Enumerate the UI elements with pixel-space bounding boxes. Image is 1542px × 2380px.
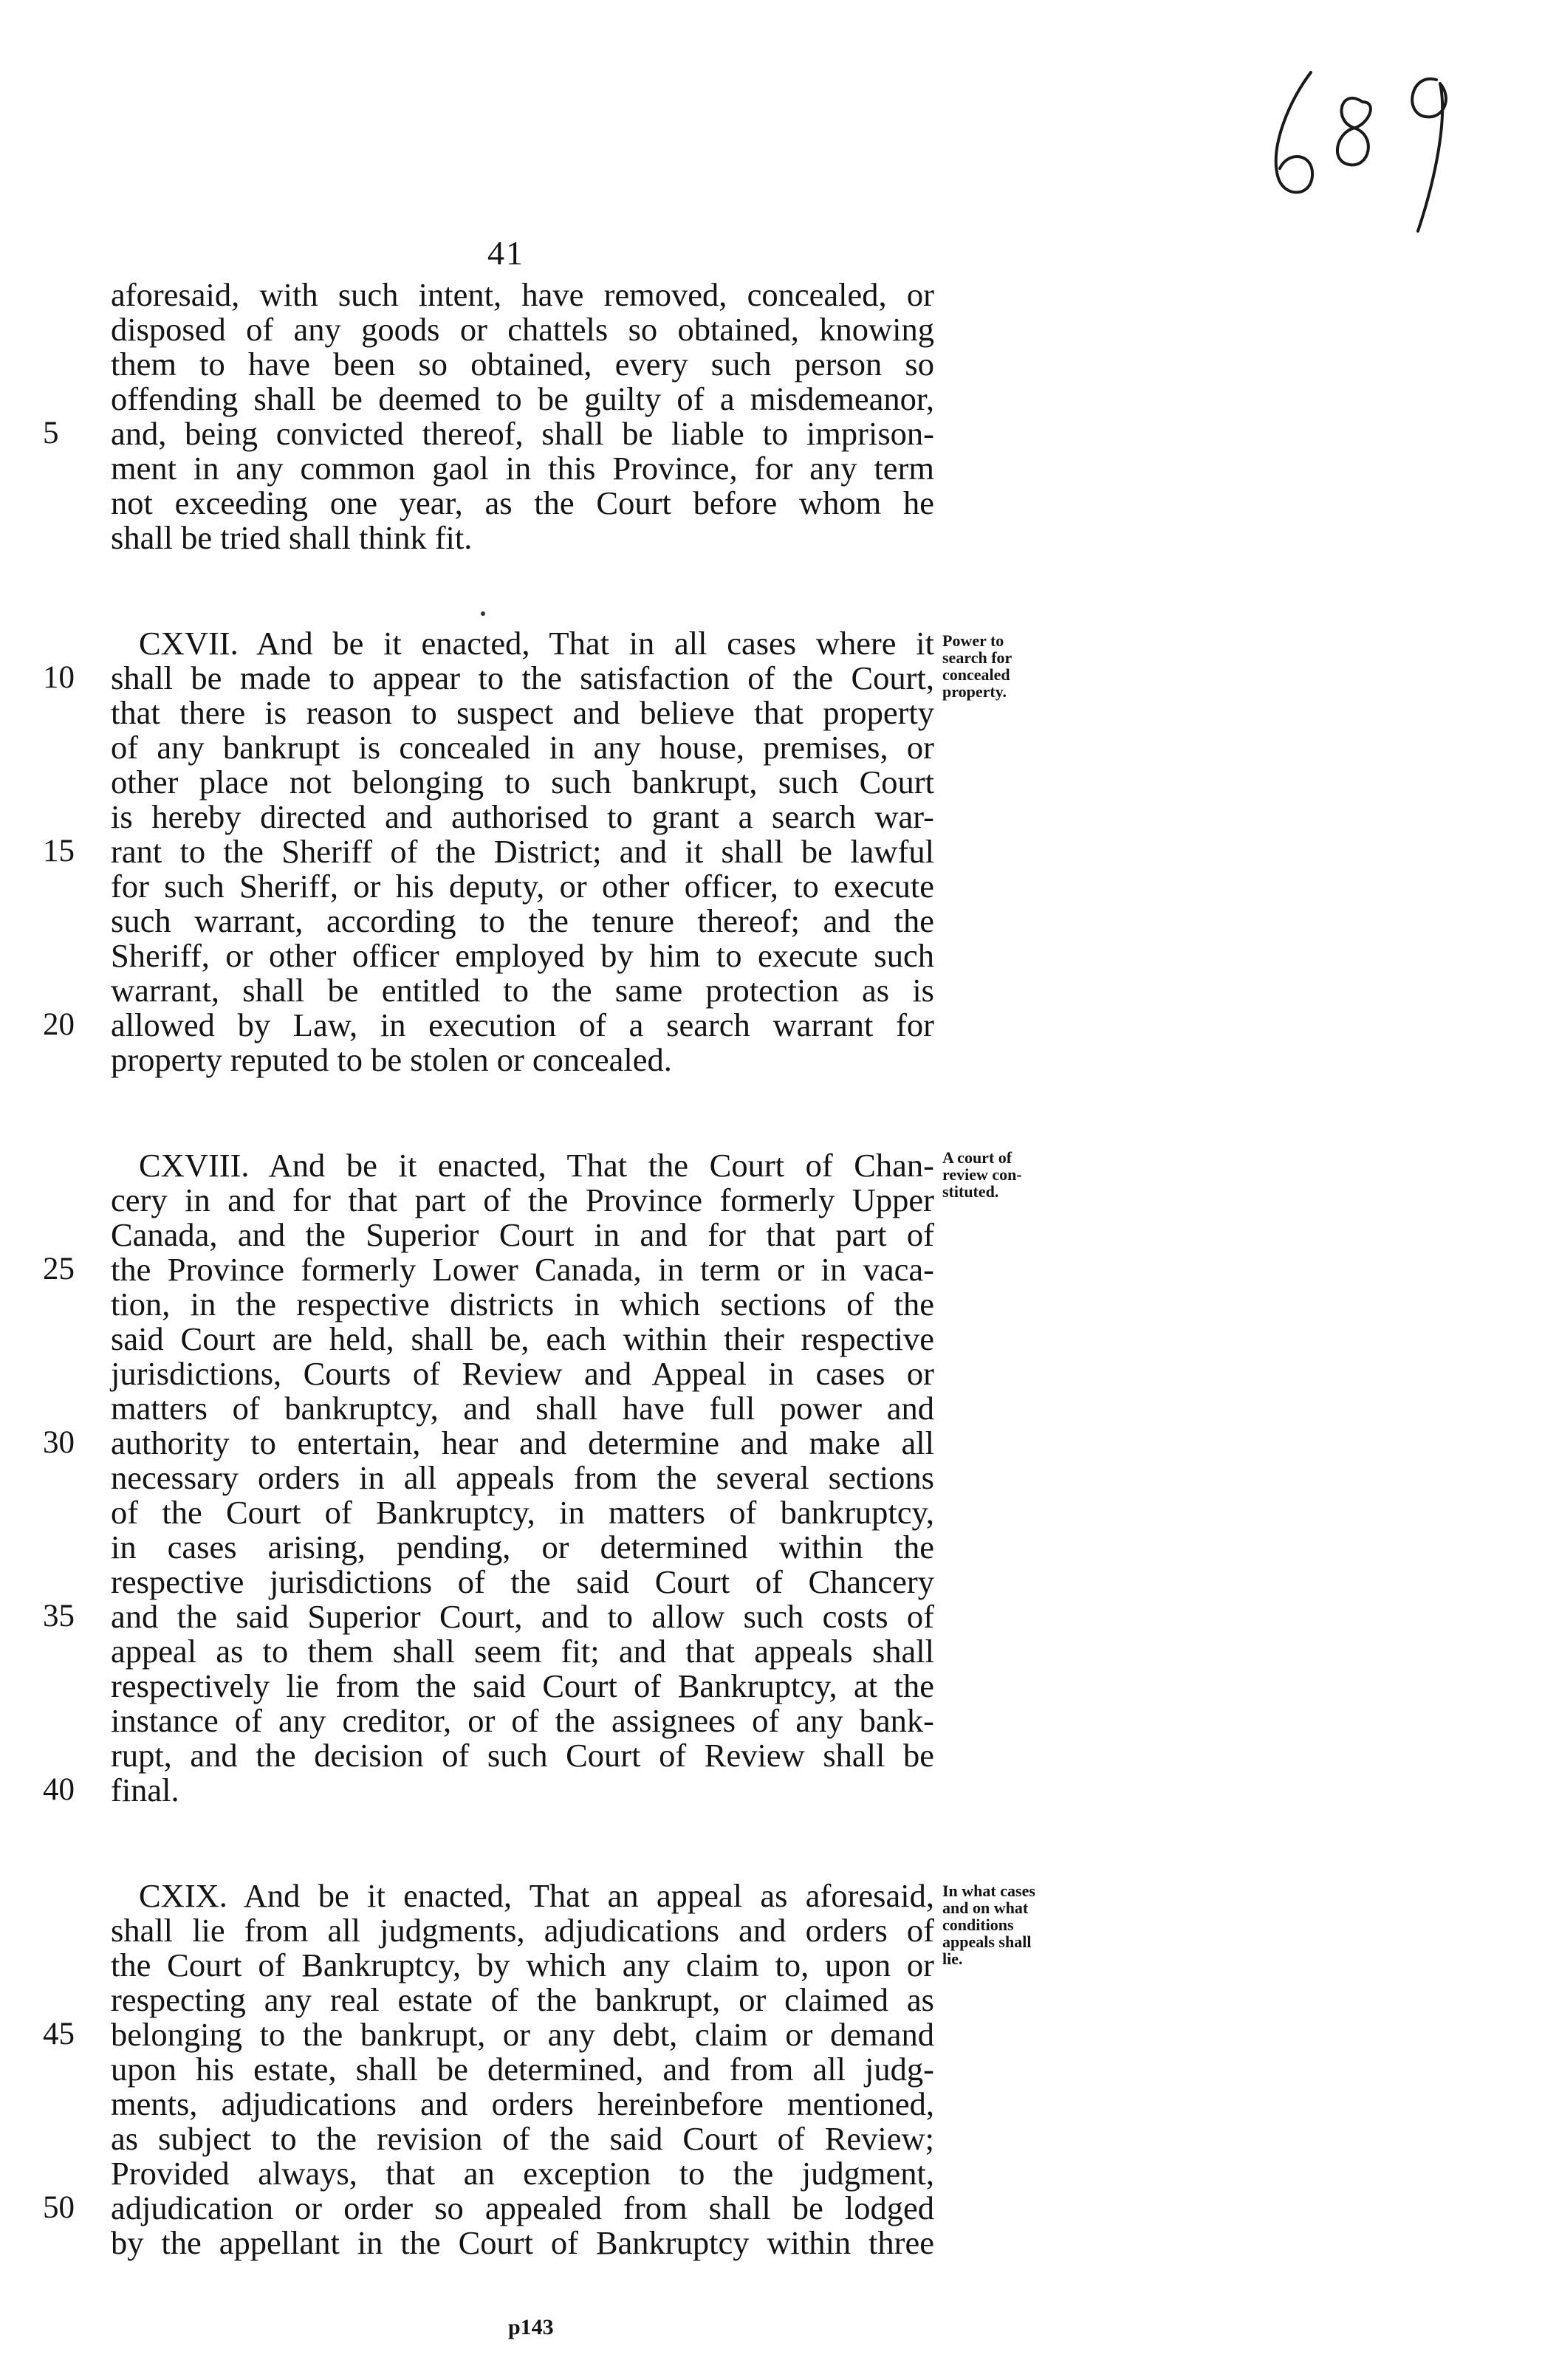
text-line: Provided always, that an exception to the judgment, xyxy=(111,2155,934,2192)
text-line: respectively lie from the said Court of Bankruptcy, at the xyxy=(111,1667,934,1704)
text-line: and, being convicted thereof, shall be liable to imprison- xyxy=(111,415,934,452)
text-line: CXVIII. And be it enacted, That the Court of Chan- xyxy=(139,1147,934,1184)
margin-note-line: review con- xyxy=(942,1165,1022,1184)
text-line: respective jurisdictions of the said Court of Chancery xyxy=(111,1563,934,1600)
page-number: 41 xyxy=(487,234,524,272)
margin-note-line: conditions xyxy=(942,1916,1014,1934)
margin-note-line: stituted. xyxy=(942,1182,999,1201)
decorative-dot xyxy=(481,611,485,616)
margin-note-line: A court of xyxy=(942,1148,1012,1167)
text-line: ments, adjudications and orders hereinbefore mentioned, xyxy=(111,2085,934,2122)
text-line: other place not belonging to such bankrupt, such Court xyxy=(111,764,934,800)
margin-note-line: lie. xyxy=(942,1949,963,1968)
text-line: of the Court of Bankruptcy, in matters of bankruptcy, xyxy=(111,1494,934,1531)
text-line: necessary orders in all appeals from the several sections xyxy=(111,1459,934,1496)
text-line: jurisdictions, Courts of Review and Appeal in cases or xyxy=(111,1355,934,1392)
signature-mark: p143 xyxy=(508,2315,554,2339)
line-number: 25 xyxy=(43,1252,75,1286)
text-line: rant to the Sheriff of the District; and it shall be lawful xyxy=(111,833,934,870)
line-number: 50 xyxy=(43,2190,75,2225)
line-number: 40 xyxy=(43,1772,75,1807)
margin-note-line: concealed xyxy=(942,665,1010,684)
line-number: 45 xyxy=(43,2017,75,2051)
margin-note-line: and on what xyxy=(942,1899,1029,1917)
text-line: them to have been so obtained, every such person so xyxy=(111,346,934,383)
text-line: instance of any creditor, or of the assignees of any bank- xyxy=(111,1702,934,1739)
handwritten-page-number xyxy=(1259,58,1481,250)
text-line: shall be made to appear to the satisfaction of the Court, xyxy=(111,659,934,696)
text-line: such warrant, according to the tenure thereof; and the xyxy=(111,902,934,939)
text-line: tion, in the respective districts in which sections of the xyxy=(111,1286,934,1323)
line-number: 5 xyxy=(43,416,59,450)
text-line: authority to entertain, hear and determine and make all xyxy=(111,1424,934,1461)
text-line: that there is reason to suspect and believe that property xyxy=(111,694,934,731)
line-number: 30 xyxy=(43,1425,75,1460)
text-line: ment in any common gaol in this Province, for any term xyxy=(111,450,934,487)
text-line: matters of bankruptcy, and shall have full power and xyxy=(111,1390,934,1427)
text-line: belonging to the bankrupt, or any debt, claim or demand xyxy=(111,2016,934,2053)
text-line: of any bankrupt is concealed in any house, premises, or xyxy=(111,729,934,766)
text-line: CXVII. And be it enacted, That in all cases where it xyxy=(139,625,934,662)
text-line: rupt, and the decision of such Court of Review shall be xyxy=(111,1737,934,1774)
text-line: for such Sheriff, or his deputy, or other officer, to execute xyxy=(111,868,934,905)
text-line: respecting any real estate of the bankrupt, or claimed as xyxy=(111,1981,934,2018)
margin-note-line: search for xyxy=(942,648,1012,667)
text-line: shall be tried shall think fit. xyxy=(111,519,473,556)
text-line: as subject to the revision of the said Court of Review; xyxy=(111,2120,934,2157)
text-line: upon his estate, shall be determined, and from all judg- xyxy=(111,2051,934,2088)
margin-note-line: property. xyxy=(942,682,1007,701)
text-line: adjudication or order so appealed from shall be lodged xyxy=(111,2189,934,2226)
line-number: 20 xyxy=(43,1007,75,1042)
text-line: appeal as to them shall seem fit; and that appeals shall xyxy=(111,1633,934,1670)
text-line: Canada, and the Superior Court in and for that part of xyxy=(111,1216,934,1253)
line-number: 15 xyxy=(43,834,75,868)
text-line: CXIX. And be it enacted, That an appeal as aforesaid, xyxy=(139,1877,934,1914)
text-line: property reputed to be stolen or concealed. xyxy=(111,1041,672,1078)
text-line: offending shall be deemed to be guilty of a misdemeanor, xyxy=(111,380,934,417)
text-line: allowed by Law, in execution of a search warrant for xyxy=(111,1006,934,1043)
text-line: cery in and for that part of the Province formerly Upper xyxy=(111,1182,934,1218)
text-line: is hereby directed and authorised to grant a search war- xyxy=(111,798,934,835)
margin-note-line: appeals shall xyxy=(942,1933,1032,1951)
text-line: aforesaid, with such intent, have removed, concealed, or xyxy=(111,276,934,313)
text-line: Sheriff, or other officer employed by him to execute such xyxy=(111,937,934,974)
text-line: shall lie from all judgments, adjudications and orders of xyxy=(111,1912,934,1949)
text-line: by the appellant in the Court of Bankruptcy within three xyxy=(111,2224,934,2261)
text-line: the Court of Bankruptcy, by which any claim to, upon or xyxy=(111,1947,934,1983)
text-line: warrant, shall be entitled to the same protection as is xyxy=(111,972,934,1009)
text-line: the Province formerly Lower Canada, in term or in vaca- xyxy=(111,1251,934,1288)
text-line: in cases arising, pending, or determined within the xyxy=(111,1529,934,1565)
text-line: said Court are held, shall be, each within their respective xyxy=(111,1320,934,1357)
line-number: 35 xyxy=(43,1599,75,1633)
text-line: and the said Superior Court, and to allow such costs of xyxy=(111,1598,934,1635)
text-line: disposed of any goods or chattels so obtained, knowing xyxy=(111,311,934,348)
line-number: 10 xyxy=(43,660,75,695)
margin-note-line: Power to xyxy=(942,631,1004,650)
text-line: final. xyxy=(111,1772,179,1808)
margin-note-line: In what cases xyxy=(942,1882,1035,1900)
text-line: not exceeding one year, as the Court before whom he xyxy=(111,484,934,521)
